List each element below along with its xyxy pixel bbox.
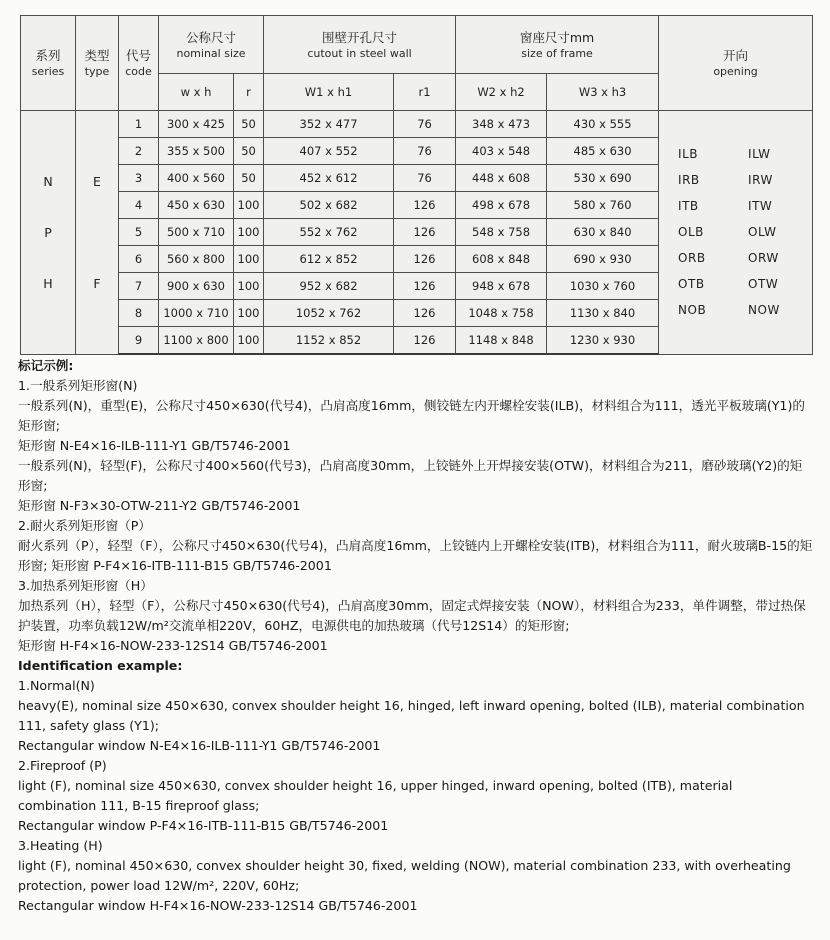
series-list [21,115,75,349]
cell-w2h2: 1048 x 758 [456,300,547,327]
type-f: F [93,275,101,291]
notes-heading-en: Identification example: [18,658,183,673]
cell-wxh: 900 x 630 [159,273,234,300]
note-cn-1-desc: 一般系列(N)，重型(E)，公称尺寸450×630(代号4)，凸肩高度16mm，侧铰链左内开螺栓安装(ILB)，材料组合为111，透光平板玻璃(Y1)的矩形窗; [18,398,805,433]
opening-code: ILW [748,147,771,162]
opening-code: OLB [678,225,704,240]
cell-w1h1: 1152 x 852 [264,327,394,355]
note-cn-2-desc: 耐火系列（P），轻型（F），公称尺寸450×630(代号4)，凸肩高度16mm，上铰链内上开螺栓安装(ITB)，材料组合为111，耐火玻璃B-15的矩形窗; 矩形窗 P-F4×16-ITB-111-B15 GB/T5746-2001 [18,538,813,573]
note-cn-3-title: 3.加热系列矩形窗（H） [18,578,153,593]
opening-code: OLW [748,225,777,240]
cell-r: 100 [234,246,264,273]
cell-w2h2: 608 x 848 [456,246,547,273]
note-cn-2-title: 2.耐火系列矩形窗（P） [18,518,151,533]
cell-r: 100 [234,300,264,327]
frame-label-en: size of frame [521,46,593,60]
col-header-type [76,16,119,111]
opening-cell [659,111,813,355]
series-p: P [44,224,52,240]
note-en-3-designation: Rectangular window H-F4×16-NOW-233-12S14 GB/T5746-2001 [18,898,418,913]
opening-code: NOB [678,303,707,318]
cell-w1h1: 452 x 612 [264,165,394,192]
cell-wxh: 450 x 630 [159,192,234,219]
note-cn-1b-designation: 矩形窗 N-F3×30-OTW-211-Y2 GB/T5746-2001 [18,498,301,513]
nominal-label-cn: 公称尺寸 [186,29,237,45]
cell-code: 2 [119,138,159,165]
cutout-label-en: cutout in steel wall [307,46,412,60]
note-en-1-desc: heavy(E), nominal size 450×630, convex shoulder height 16, hinged, left inward opening, bolted (ILB), material combination 111, safety glass (Y1); [18,698,805,733]
cell-r: 100 [234,327,264,355]
series-label-cn: 系列 [35,48,61,63]
cell-wxh: 1000 x 710 [159,300,234,327]
col-header-opening [659,16,813,111]
cell-w3h3: 1230 x 930 [547,327,659,355]
cell-r1: 76 [394,165,456,192]
cell-r1: 126 [394,192,456,219]
cell-r: 50 [234,138,264,165]
subheader-wxh: w x h [159,74,234,111]
code-label-en: code [125,65,152,78]
cell-w2h2: 403 x 548 [456,138,547,165]
cell-r1: 126 [394,246,456,273]
opening-codes-list [659,115,812,349]
cell-w1h1: 952 x 682 [264,273,394,300]
note-en-3-desc: light (F), nominal 450×630, convex shoulder height 30, fixed, welding (NOW), material combination 233, with overheating protection, power load 12W/m², 220V, 60Hz; [18,858,791,893]
note-en-1-title: 1.Normal(N) [18,678,95,693]
opening-code: ITB [678,199,699,214]
type-e: E [93,173,101,189]
type-label-cn: 类型 [84,48,110,63]
cell-w3h3: 430 x 555 [547,111,659,138]
cell-r1: 76 [394,111,456,138]
cell-w1h1: 352 x 477 [264,111,394,138]
cell-wxh: 300 x 425 [159,111,234,138]
subheader-w2h2: W2 x h2 [456,74,547,111]
series-n: N [43,173,53,189]
cell-r: 50 [234,111,264,138]
identification-notes [18,356,814,916]
opening-code: IRB [678,173,700,188]
type-label-en: type [84,65,110,78]
note-en-2-designation: Rectangular window P-F4×16-ITB-111-B15 GB/T5746-2001 [18,818,389,833]
opening-label-en: opening [713,65,758,78]
note-en-1-designation: Rectangular window N-E4×16-ILB-111-Y1 GB/T5746-2001 [18,738,381,753]
opening-label-cn: 开向 [723,48,749,63]
note-cn-3-desc: 加热系列（H），轻型（F），公称尺寸450×630(代号4)，凸肩高度30mm，固定式焊接安装（NOW），材料组合为233，单件调整，带过热保护装置，功率负载12W/m²交流单相220V，60HZ，电源供电的加热玻璃（代号12S14）的矩形窗; [18,598,806,633]
cell-r1: 126 [394,219,456,246]
cell-w1h1: 612 x 852 [264,246,394,273]
series-cell [21,111,76,355]
cell-wxh: 1100 x 800 [159,327,234,355]
opening-code: ORW [748,251,779,266]
cell-w3h3: 530 x 690 [547,165,659,192]
col-header-frame-size [456,16,659,74]
cell-w2h2: 1148 x 848 [456,327,547,355]
cell-r: 100 [234,192,264,219]
cell-r1: 126 [394,273,456,300]
cell-w3h3: 630 x 840 [547,219,659,246]
note-en-3-title: 3.Heating (H) [18,838,103,853]
cell-w3h3: 1030 x 760 [547,273,659,300]
col-header-code [119,16,159,111]
col-header-nominal-size [159,16,264,74]
note-cn-3-designation: 矩形窗 H-F4×16-NOW-233-12S14 GB/T5746-2001 [18,638,328,653]
cell-w3h3: 1130 x 840 [547,300,659,327]
cell-w2h2: 348 x 473 [456,111,547,138]
table-row-1 [21,111,813,138]
opening-code: OTW [748,277,779,292]
cell-wxh: 400 x 560 [159,165,234,192]
header-row-1 [21,16,813,74]
cell-w2h2: 498 x 678 [456,192,547,219]
note-cn-1b-desc: 一般系列(N)，轻型(F)，公称尺寸400×560(代号3)，凸肩高度30mm，上铰链外上开焊接安装(OTW)，材料组合为211，磨砂玻璃(Y2)的矩形窗; [18,458,803,493]
window-spec-table [20,15,813,355]
col-header-cutout [264,16,456,74]
cell-code: 8 [119,300,159,327]
subheader-w3h3: W3 x h3 [547,74,659,111]
opening-code: ITW [748,199,773,214]
series-label-en: series [31,65,65,78]
cell-w1h1: 407 x 552 [264,138,394,165]
nominal-label-en: nominal size [176,46,246,60]
cell-r: 100 [234,219,264,246]
note-cn-1-title: 1.一般系列矩形窗(N) [18,378,138,393]
note-en-2-title: 2.Fireproof (P) [18,758,107,773]
code-label-cn: 代号 [125,48,151,63]
cell-code: 9 [119,327,159,355]
subheader-w1h1: W1 x h1 [264,74,394,111]
cell-w3h3: 580 x 760 [547,192,659,219]
opening-code: ILB [678,147,699,162]
opening-code: OTB [678,277,705,292]
opening-code: ORB [678,251,706,266]
cell-code: 3 [119,165,159,192]
cell-code: 5 [119,219,159,246]
type-list [76,115,118,349]
cell-w1h1: 502 x 682 [264,192,394,219]
subheader-r1: r1 [394,74,456,111]
cell-w2h2: 548 x 758 [456,219,547,246]
subheader-r: r [234,74,264,111]
opening-code: NOW [748,303,780,318]
opening-code: IRW [748,173,773,188]
cell-code: 6 [119,246,159,273]
cell-w2h2: 948 x 678 [456,273,547,300]
cell-r1: 76 [394,138,456,165]
cell-code: 1 [119,111,159,138]
type-cell [76,111,119,355]
col-header-series [21,16,76,111]
spec-table-container [20,15,813,355]
notes-heading-cn: 标记示例: [18,358,74,373]
cell-w3h3: 690 x 930 [547,246,659,273]
cutout-label-cn: 围壁开孔尺寸 [322,29,398,45]
frame-label-cn: 窗座尺寸mm [519,29,595,45]
cell-r1: 126 [394,327,456,355]
cell-wxh: 355 x 500 [159,138,234,165]
cell-w2h2: 448 x 608 [456,165,547,192]
cell-wxh: 560 x 800 [159,246,234,273]
cell-r: 100 [234,273,264,300]
cell-wxh: 500 x 710 [159,219,234,246]
cell-w1h1: 552 x 762 [264,219,394,246]
cell-code: 4 [119,192,159,219]
note-cn-1-designation: 矩形窗 N-E4×16-ILB-111-Y1 GB/T5746-2001 [18,438,291,453]
cell-code: 7 [119,273,159,300]
cell-r: 50 [234,165,264,192]
cell-w3h3: 485 x 630 [547,138,659,165]
cell-w1h1: 1052 x 762 [264,300,394,327]
note-en-2-desc: light (F), nominal size 450×630, convex shoulder height 16, upper hinged, inward opening, bolted (ITB), material combination 111, B-15 fireproof glass; [18,778,733,813]
series-h: H [43,275,53,291]
cell-r1: 126 [394,300,456,327]
